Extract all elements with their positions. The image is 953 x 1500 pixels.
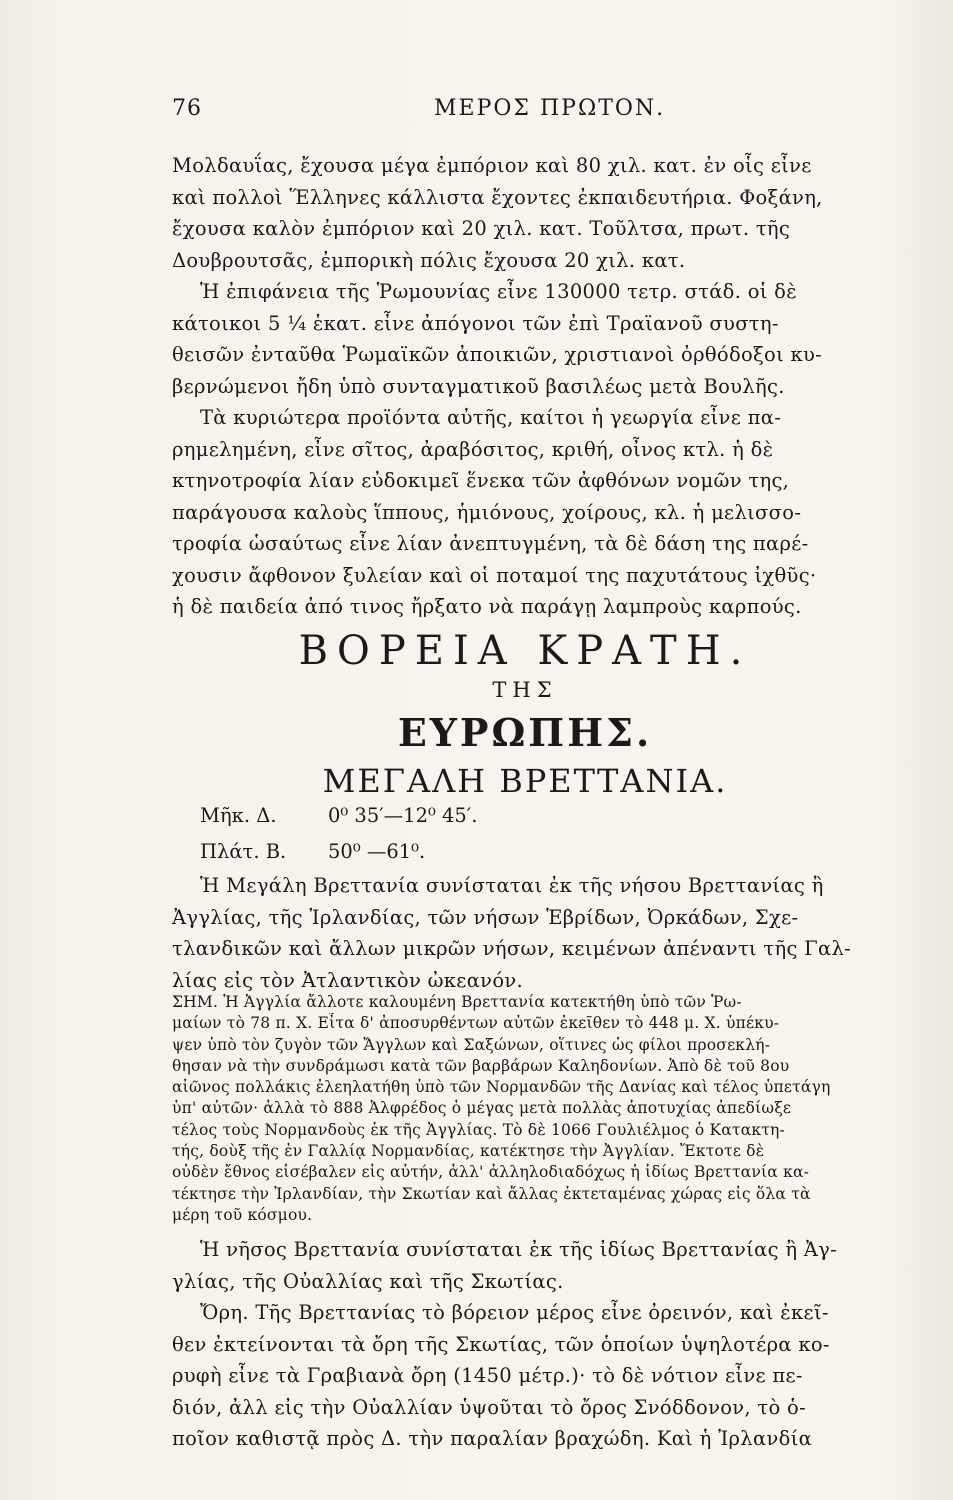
text-line: θεισῶν ἐνταῦθα Ῥωμαϊκῶν ἀποικιῶν, χριστιανοὶ ὀρθόδοξοι κυ-	[172, 343, 823, 366]
page-header	[172, 96, 872, 132]
text-line: χουσιν ἄφθονον ξυλείαν καὶ οἱ ποταμοί της παχυτάτους ἰχθῦς·	[172, 563, 817, 587]
note-line: ὑπ' αὐτῶν· ἀλλὰ τὸ 888 Ἀλφρέδος ὁ μέγας μετὰ πολλὰς ἀποτυχίας ἀπεδίωξε	[172, 1099, 792, 1118]
section-title-region: ΕΥΡΩΠΗΣ.	[397, 710, 653, 755]
latitude-label: Πλάτ. Β.	[200, 840, 287, 863]
text-line: ποῖον καθιστᾷ πρὸς Δ. τὴν παραλίαν βραχώδη. Καὶ ἡ Ἰρλανδία	[172, 1427, 813, 1450]
text-line: παράγουσα καλοὺς ἵππους, ἡμιόνους, χοίρους, κλ. ἡ μελισσο-	[172, 500, 802, 524]
text-line: κτηνοτροφία λίαν εὐδοκιμεῖ ἕνεκα τῶν ἀφθόνων νομῶν της,	[172, 469, 790, 492]
text-line: Μολδαυΐας, ἔχουσα μέγα ἐμπόριον καὶ 80 χιλ. κατ. ἐν οἷς εἶνε	[172, 154, 812, 177]
text-line: Ἀγγλίας, τῆς Ἰρλανδίας, τῶν νήσων Ἑβρίδων, Ὀρκάδων, Σχε-	[172, 905, 799, 929]
text-block-britain-intro	[172, 870, 878, 996]
note-line: ψεν ὑπὸ τὸν ζυγὸν τῶν Ἄγγλων καὶ Σαξώνων, οἵτινες ὡς φίλοι προσεκλή-	[172, 1035, 771, 1054]
text-line: Ἡ Μεγάλη Βρεττανία συνίσταται ἐκ τῆς νήσου Βρεττανίας ἢ	[200, 874, 824, 897]
text-block-romania	[172, 150, 878, 623]
longitude-value: 0⁰ 35′—12⁰ 45′.	[328, 804, 478, 827]
text-line: θεν ἐκτείνονται τὰ ὄρη τῆς Σκωτίας, τῶν ὁποίων ὑψηλοτέρα κο-	[172, 1332, 830, 1356]
section-title: ΒΟΡΕΙΑ ΚΡΑΤΗ.	[298, 628, 752, 674]
note-line: οὐδὲν ἔθνος εἰσέβαλεν εἰς αὐτήν, ἀλλ' ἀλληλοδιαδόχως ἡ ἰδίως Βρεττανία κα-	[172, 1163, 810, 1182]
text-line: γλίας, τῆς Οὐαλλίας καὶ τῆς Σκωτίας.	[172, 1269, 564, 1293]
text-line: Δουβρουτσᾶς, ἐμπορικὴ πόλις ἔχουσα 20 χιλ. κατ.	[172, 248, 686, 272]
longitude-label: Μῆκ. Δ.	[200, 804, 277, 827]
note-line: τέλος τοὺς Νορμανδοὺς ἐκ τῆς Ἀγγλίας. Τὸ δὲ 1066 Γουλιέλμος ὁ Κατακτη-	[172, 1120, 785, 1139]
text-line: Ἡ νῆσος Βρεττανία συνίσταται ἐκ τῆς ἰδίως Βρεττανίας ἢ Ἀγ-	[200, 1238, 838, 1261]
note-line: τέκτησε τὴν Ἰρλανδίαν, τὴν Σκωτίαν καὶ ἄλλας ἐκτεταμένας χώρας εἰς ὅλα τὰ	[172, 1184, 811, 1203]
note-line: μέρη τοῦ κόσμου.	[172, 1205, 313, 1224]
note-line: μαίων τὸ 78 π. Χ. Εἶτα δ' ἀποσυρθέντων αὐτῶν ἐκεῖθεν τὸ 448 μ. Χ. ὑπέκυ-	[172, 1014, 780, 1033]
country-heading: ΜΕΓΑΛΗ ΒΡΕΤΤΑΝΙΑ.	[322, 762, 728, 800]
text-line: καὶ πολλοὶ Ἕλληνες κάλλιστα ἔχοντες ἐκπαιδευτήρια. Φοξάνη,	[172, 185, 823, 209]
text-line: κάτοικοι 5 ¼ ἑκατ. εἶνε ἀπόγονοι τῶν ἐπὶ Τραϊανοῦ συστη-	[172, 311, 779, 335]
text-line: Τὰ κυριώτερα προϊόντα αὐτῆς, καίτοι ἡ γεωργία εἶνε πα-	[200, 406, 782, 429]
text-line: ρημελημένη, εἶνε σῖτος, ἀραβόσιτος, κριθή, οἶνος κτλ. ἡ δὲ	[172, 437, 774, 461]
longitude-line	[200, 804, 477, 827]
note-line: θησαν νὰ τὴν συνδράμωσι κατὰ τῶν βαρβάρων Καληδονίων. Ἀπὸ δὲ τοῦ 8ου	[172, 1056, 790, 1075]
latitude-line	[200, 840, 425, 863]
text-line: Ἡ ἐπιφάνεια τῆς Ῥωμουνίας εἶνε 130000 τετρ. στάδ. οἱ δὲ	[200, 280, 797, 303]
text-line: τροφία ὡσαύτως εἶνε λίαν ἀνεπτυγμένη, τὰ δὲ δάση της παρέ-	[172, 532, 809, 555]
running-title: ΜΕΡΟΣ ΠΡΩΤΟΝ.	[434, 96, 666, 121]
text-line: ρυφὴ εἶνε τὰ Γραβιανὰ ὄρη (1450 μέτρ.)· τὸ δὲ νότιον εἶνε πε-	[172, 1364, 803, 1387]
text-line: διόν, ἀλλ εἰς τὴν Οὐαλλίαν ὑψοῦται τὸ ὄρος Σνόδδονον, τὸ ὁ-	[172, 1395, 806, 1419]
text-line: λίας εἰς τὸν Ἀτλαντικὸν ὠκεανόν.	[172, 968, 524, 992]
text-line: βερνώμενοι ἤδη ὑπὸ συνταγματικοῦ βασιλέως μετὰ Βουλῆς.	[172, 374, 785, 398]
text-block-britain-geography	[172, 1234, 878, 1455]
note-line: τής, δοὺξ τῆς ἐν Γαλλίᾳ Νορμανδίας, κατέκτησε τὴν Ἀγγλίαν. Ἔκτοτε δὲ	[172, 1142, 765, 1161]
note-line: ΣΗΜ. Ἡ Ἀγγλία ἄλλοτε καλουμένη Βρεττανία κατεκτήθη ὑπὸ τῶν Ῥω-	[172, 993, 742, 1011]
section-title-of: ΤΗΣ	[492, 678, 558, 702]
latitude-value: 50⁰ —61⁰.	[328, 840, 426, 863]
footnote-block	[172, 992, 878, 1226]
page-number: 76	[172, 96, 202, 121]
note-line: αἰῶνος πολλάκις ἐλεηλατήθη ὑπὸ τῶν Νορμανδῶν τῆς Δανίας καὶ τέλος ὑπετάγη	[172, 1078, 831, 1097]
text-line: τλανδικῶν καὶ ἄλλων μικρῶν νήσων, κειμένων ἀπέναντι τῆς Γαλ-	[172, 937, 852, 960]
text-line: ἡ δὲ παιδεία ἀπό τινος ἤρξατο νὰ παράγῃ λαμπροὺς καρπούς.	[172, 595, 802, 618]
text-line: ἔχουσα καλὸν ἐμπόριον καὶ 20 χιλ. κατ. Τοῦλτσα, πρωτ. τῆς	[172, 217, 791, 240]
text-line: Ὄρη. Τῆς Βρεττανίας τὸ βόρειον μέρος εἶνε ὀρεινόν, καὶ ἐκεῖ-	[200, 1301, 829, 1324]
